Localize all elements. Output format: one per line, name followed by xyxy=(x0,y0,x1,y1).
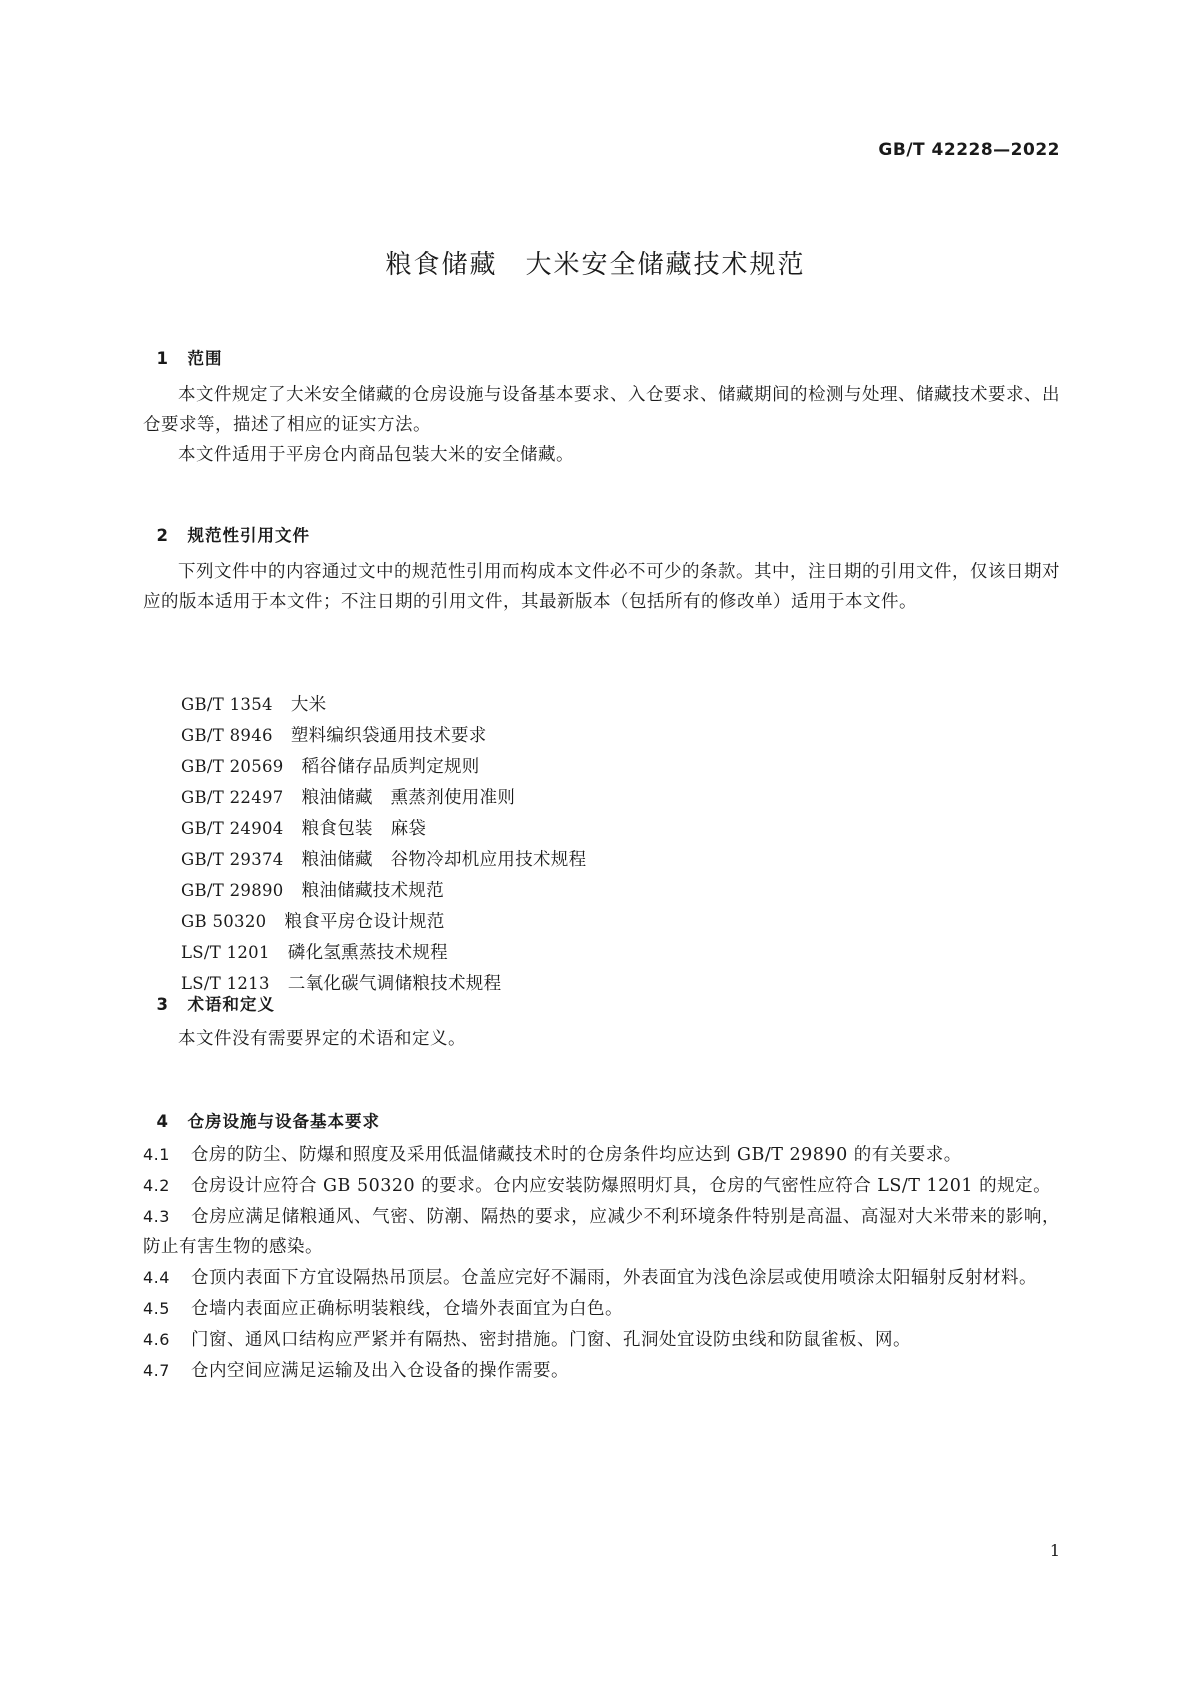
clause-4-5 xyxy=(143,1294,1060,1324)
section-2-intro: 下列文件中的内容通过文中的规范性引用而构成本文件必不可少的条款。其中，注日期的引用文件，仅该日期对应的版本适用于本文件；不注日期的引用文件，其最新版本（包括所有的修改单）适用于本文件。 xyxy=(143,562,1060,612)
section-title: 术语和定义 xyxy=(187,995,275,1014)
clause-text: 仓房设计应符合 GB 50320 的要求。仓内应安装防爆照明灯具，仓房的气密性应符合 LS/T 1201 的规定。 xyxy=(191,1176,1052,1196)
reference-item xyxy=(181,720,586,751)
clause-number: 4.7 xyxy=(143,1361,170,1380)
section-3-heading xyxy=(143,972,275,1015)
reference-name: 稻谷储存品质判定规则 xyxy=(301,757,480,777)
clause-number: 4.4 xyxy=(143,1268,170,1287)
reference-item xyxy=(181,813,586,844)
clause-4-1 xyxy=(143,1140,1060,1170)
reference-name: 二氧化碳气调储粮技术规程 xyxy=(287,974,502,994)
reference-item xyxy=(181,689,586,720)
clause-number: 4.2 xyxy=(143,1176,170,1195)
reference-code: GB/T 29890 xyxy=(181,881,284,900)
clause-4-7 xyxy=(143,1356,1060,1386)
clause-number: 4.1 xyxy=(143,1145,170,1164)
clause-4-2 xyxy=(143,1171,1060,1201)
section-number: 3 xyxy=(156,995,169,1014)
clause-text: 仓墙内表面应正确标明装粮线，仓墙外表面宜为白色。 xyxy=(191,1299,623,1319)
clause-text: 仓房的防尘、防爆和照度及采用低温储藏技术时的仓房条件均应达到 GB/T 29890 的有关要求。 xyxy=(191,1145,962,1165)
clause-text: 仓内空间应满足运输及出入仓设备的操作需要。 xyxy=(191,1361,569,1381)
reference-name: 粮食平房仓设计规范 xyxy=(284,912,445,932)
reference-list xyxy=(181,689,586,999)
document-title: 粮食储藏 大米安全储藏技术规范 xyxy=(385,250,806,280)
reference-name: 粮油储藏技术规范 xyxy=(301,881,445,901)
standard-number: GB/T 42228—2022 xyxy=(878,140,1060,160)
clause-number: 4.5 xyxy=(143,1299,170,1318)
reference-name: 粮食包装 麻袋 xyxy=(301,819,427,839)
reference-item xyxy=(181,844,586,875)
reference-item xyxy=(181,906,586,937)
reference-name: 大米 xyxy=(290,695,327,715)
reference-code: GB/T 20569 xyxy=(181,757,284,776)
clause-4-6 xyxy=(143,1325,1060,1355)
reference-item xyxy=(181,751,586,782)
page-number: 1 xyxy=(1049,1541,1060,1560)
section-3-paragraph: 本文件没有需要界定的术语和定义。 xyxy=(178,1029,466,1049)
section-title: 仓房设施与设备基本要求 xyxy=(187,1112,380,1131)
section-number: 4 xyxy=(156,1112,169,1131)
reference-code: LS/T 1213 xyxy=(181,974,270,993)
reference-code: GB/T 1354 xyxy=(181,695,273,714)
reference-code: LS/T 1201 xyxy=(181,943,270,962)
reference-item xyxy=(181,782,586,813)
reference-code: GB/T 22497 xyxy=(181,788,284,807)
clause-text: 仓房应满足储粮通风、气密、防潮、隔热的要求，应减少不利环境条件特别是高温、高湿对大米带来的影响，防止有害生物的感染。 xyxy=(143,1207,1060,1257)
reference-code: GB 50320 xyxy=(181,912,267,931)
section-title: 规范性引用文件 xyxy=(187,526,310,545)
clause-text: 门窗、通风口结构应严紧并有隔热、密封措施。门窗、孔洞处宜设防虫线和防鼠雀板、网。 xyxy=(191,1330,911,1350)
reference-code: GB/T 29374 xyxy=(181,850,284,869)
section-number: 2 xyxy=(156,526,169,545)
clause-4-3 xyxy=(143,1202,1060,1262)
reference-name: 粮油储藏 谷物冷却机应用技术规程 xyxy=(301,850,587,870)
clause-text: 仓顶内表面下方宜设隔热吊顶层。仓盖应完好不漏雨，外表面宜为浅色涂层或使用喷涂太阳辐射反射材料。 xyxy=(191,1268,1037,1288)
section-4-heading xyxy=(143,1089,380,1132)
reference-item xyxy=(181,875,586,906)
reference-code: GB/T 8946 xyxy=(181,726,273,745)
section-1-heading xyxy=(143,326,223,369)
clause-number: 4.3 xyxy=(143,1207,170,1226)
section-number: 1 xyxy=(156,349,169,368)
section-1-paragraph-1: 本文件规定了大米安全储藏的仓房设施与设备基本要求、入仓要求、储藏期间的检测与处理、储藏技术要求、出仓要求等，描述了相应的证实方法。 xyxy=(143,385,1060,435)
clause-number: 4.6 xyxy=(143,1330,170,1349)
clause-list xyxy=(143,1140,1060,1387)
reference-item xyxy=(181,937,586,968)
reference-code: GB/T 24904 xyxy=(181,819,284,838)
section-2-heading xyxy=(143,503,310,546)
reference-name: 磷化氢熏蒸技术规程 xyxy=(287,943,448,963)
clause-4-4 xyxy=(143,1263,1060,1293)
reference-name: 粮油储藏 熏蒸剂使用准则 xyxy=(301,788,516,808)
section-title: 范围 xyxy=(187,349,223,368)
section-1-paragraph-2: 本文件适用于平房仓内商品包装大米的安全储藏。 xyxy=(178,445,574,465)
reference-name: 塑料编织袋通用技术要求 xyxy=(290,726,487,746)
